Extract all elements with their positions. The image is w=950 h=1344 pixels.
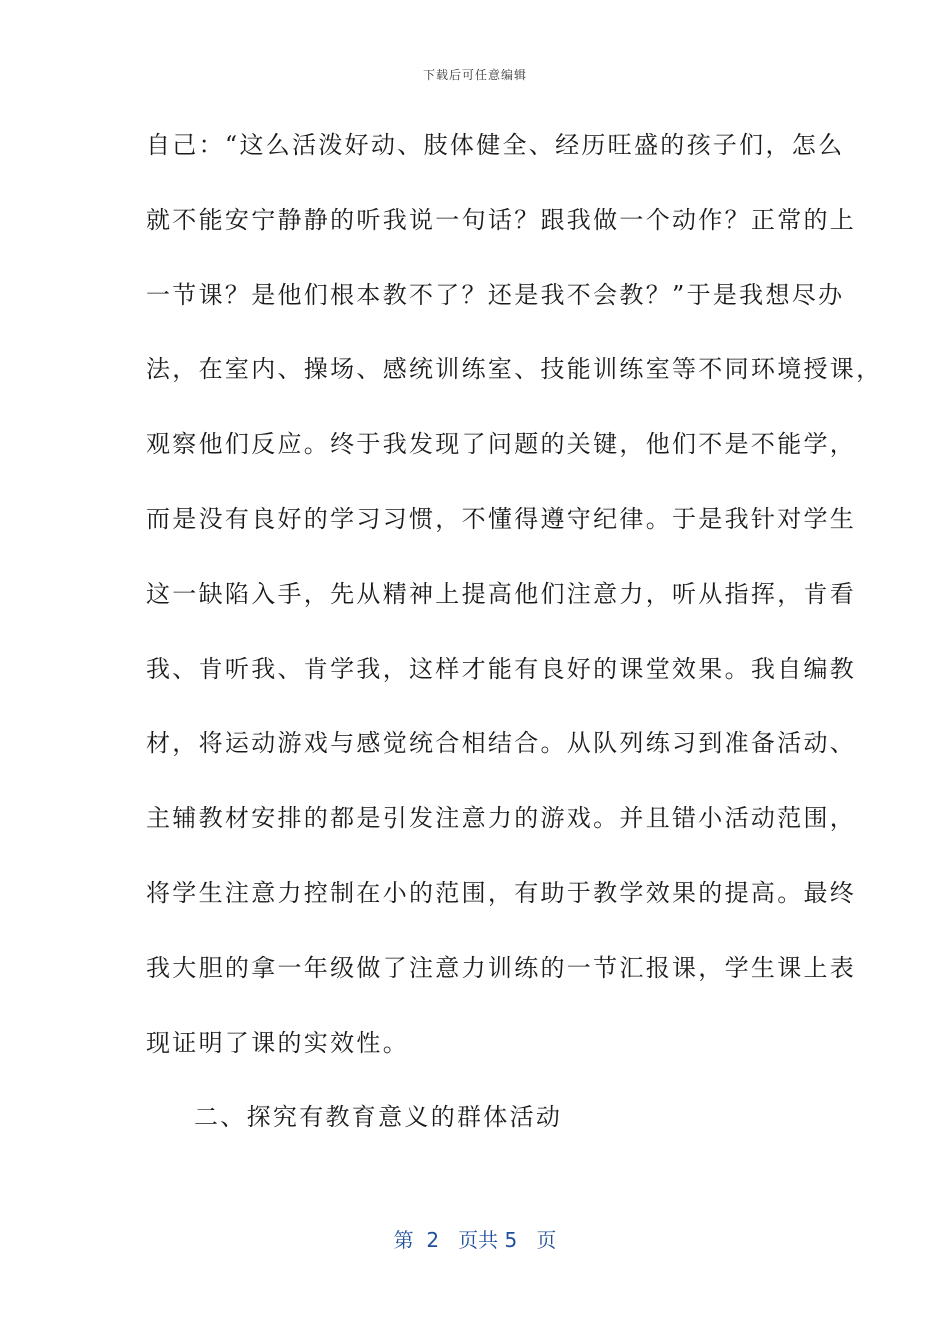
paragraph-line: 将学生注意力控制在小的范围，有助于教学效果的提高。最终	[146, 878, 857, 907]
page-number-footer: 第 2 页共 5 页	[393, 1228, 557, 1252]
paragraph-line: 我大胆的拿一年级做了注意力训练的一节汇报课，学生课上表	[146, 953, 857, 982]
paragraph-line: 自己：“这么活泼好动、肢体健全、经历旺盛的孩子们，怎么	[146, 131, 845, 159]
document-body	[146, 122, 883, 1169]
paragraph-line: 而是没有良好的学习习惯，不懂得遵守纪律。于是我针对学生	[146, 504, 857, 533]
paragraph-line: 现证明了课的实效性。	[146, 1028, 409, 1057]
paragraph-line: 法，在室内、操场、感统训练室、技能训练室等不同环境授课，	[146, 355, 883, 384]
paragraph-line: 这一缺陷入手，先从精神上提高他们注意力，听从指挥，肯看	[146, 579, 857, 608]
section-heading: 二、探究有教育意义的群体活动	[194, 1103, 563, 1132]
paragraph-line: 一节课？是他们根本教不了？还是我不会教？”于是我想尽办	[146, 280, 845, 309]
paragraph-line: 我、肯听我、肯学我，这样才能有良好的课堂效果。我自编教	[146, 654, 857, 683]
paragraph-line: 观察他们反应。终于我发现了问题的关键，他们不是不能学，	[146, 430, 857, 459]
paragraph-line: 就不能安宁静静的听我说一句话？跟我做一个动作？正常的上	[146, 205, 857, 234]
page-header: 下载后可任意编辑	[422, 68, 527, 82]
paragraph-line: 材，将运动游戏与感觉统合相结合。从队列练习到准备活动、	[146, 729, 857, 758]
paragraph-line: 主辅教材安排的都是引发注意力的游戏。并且错小活动范围，	[146, 804, 857, 833]
